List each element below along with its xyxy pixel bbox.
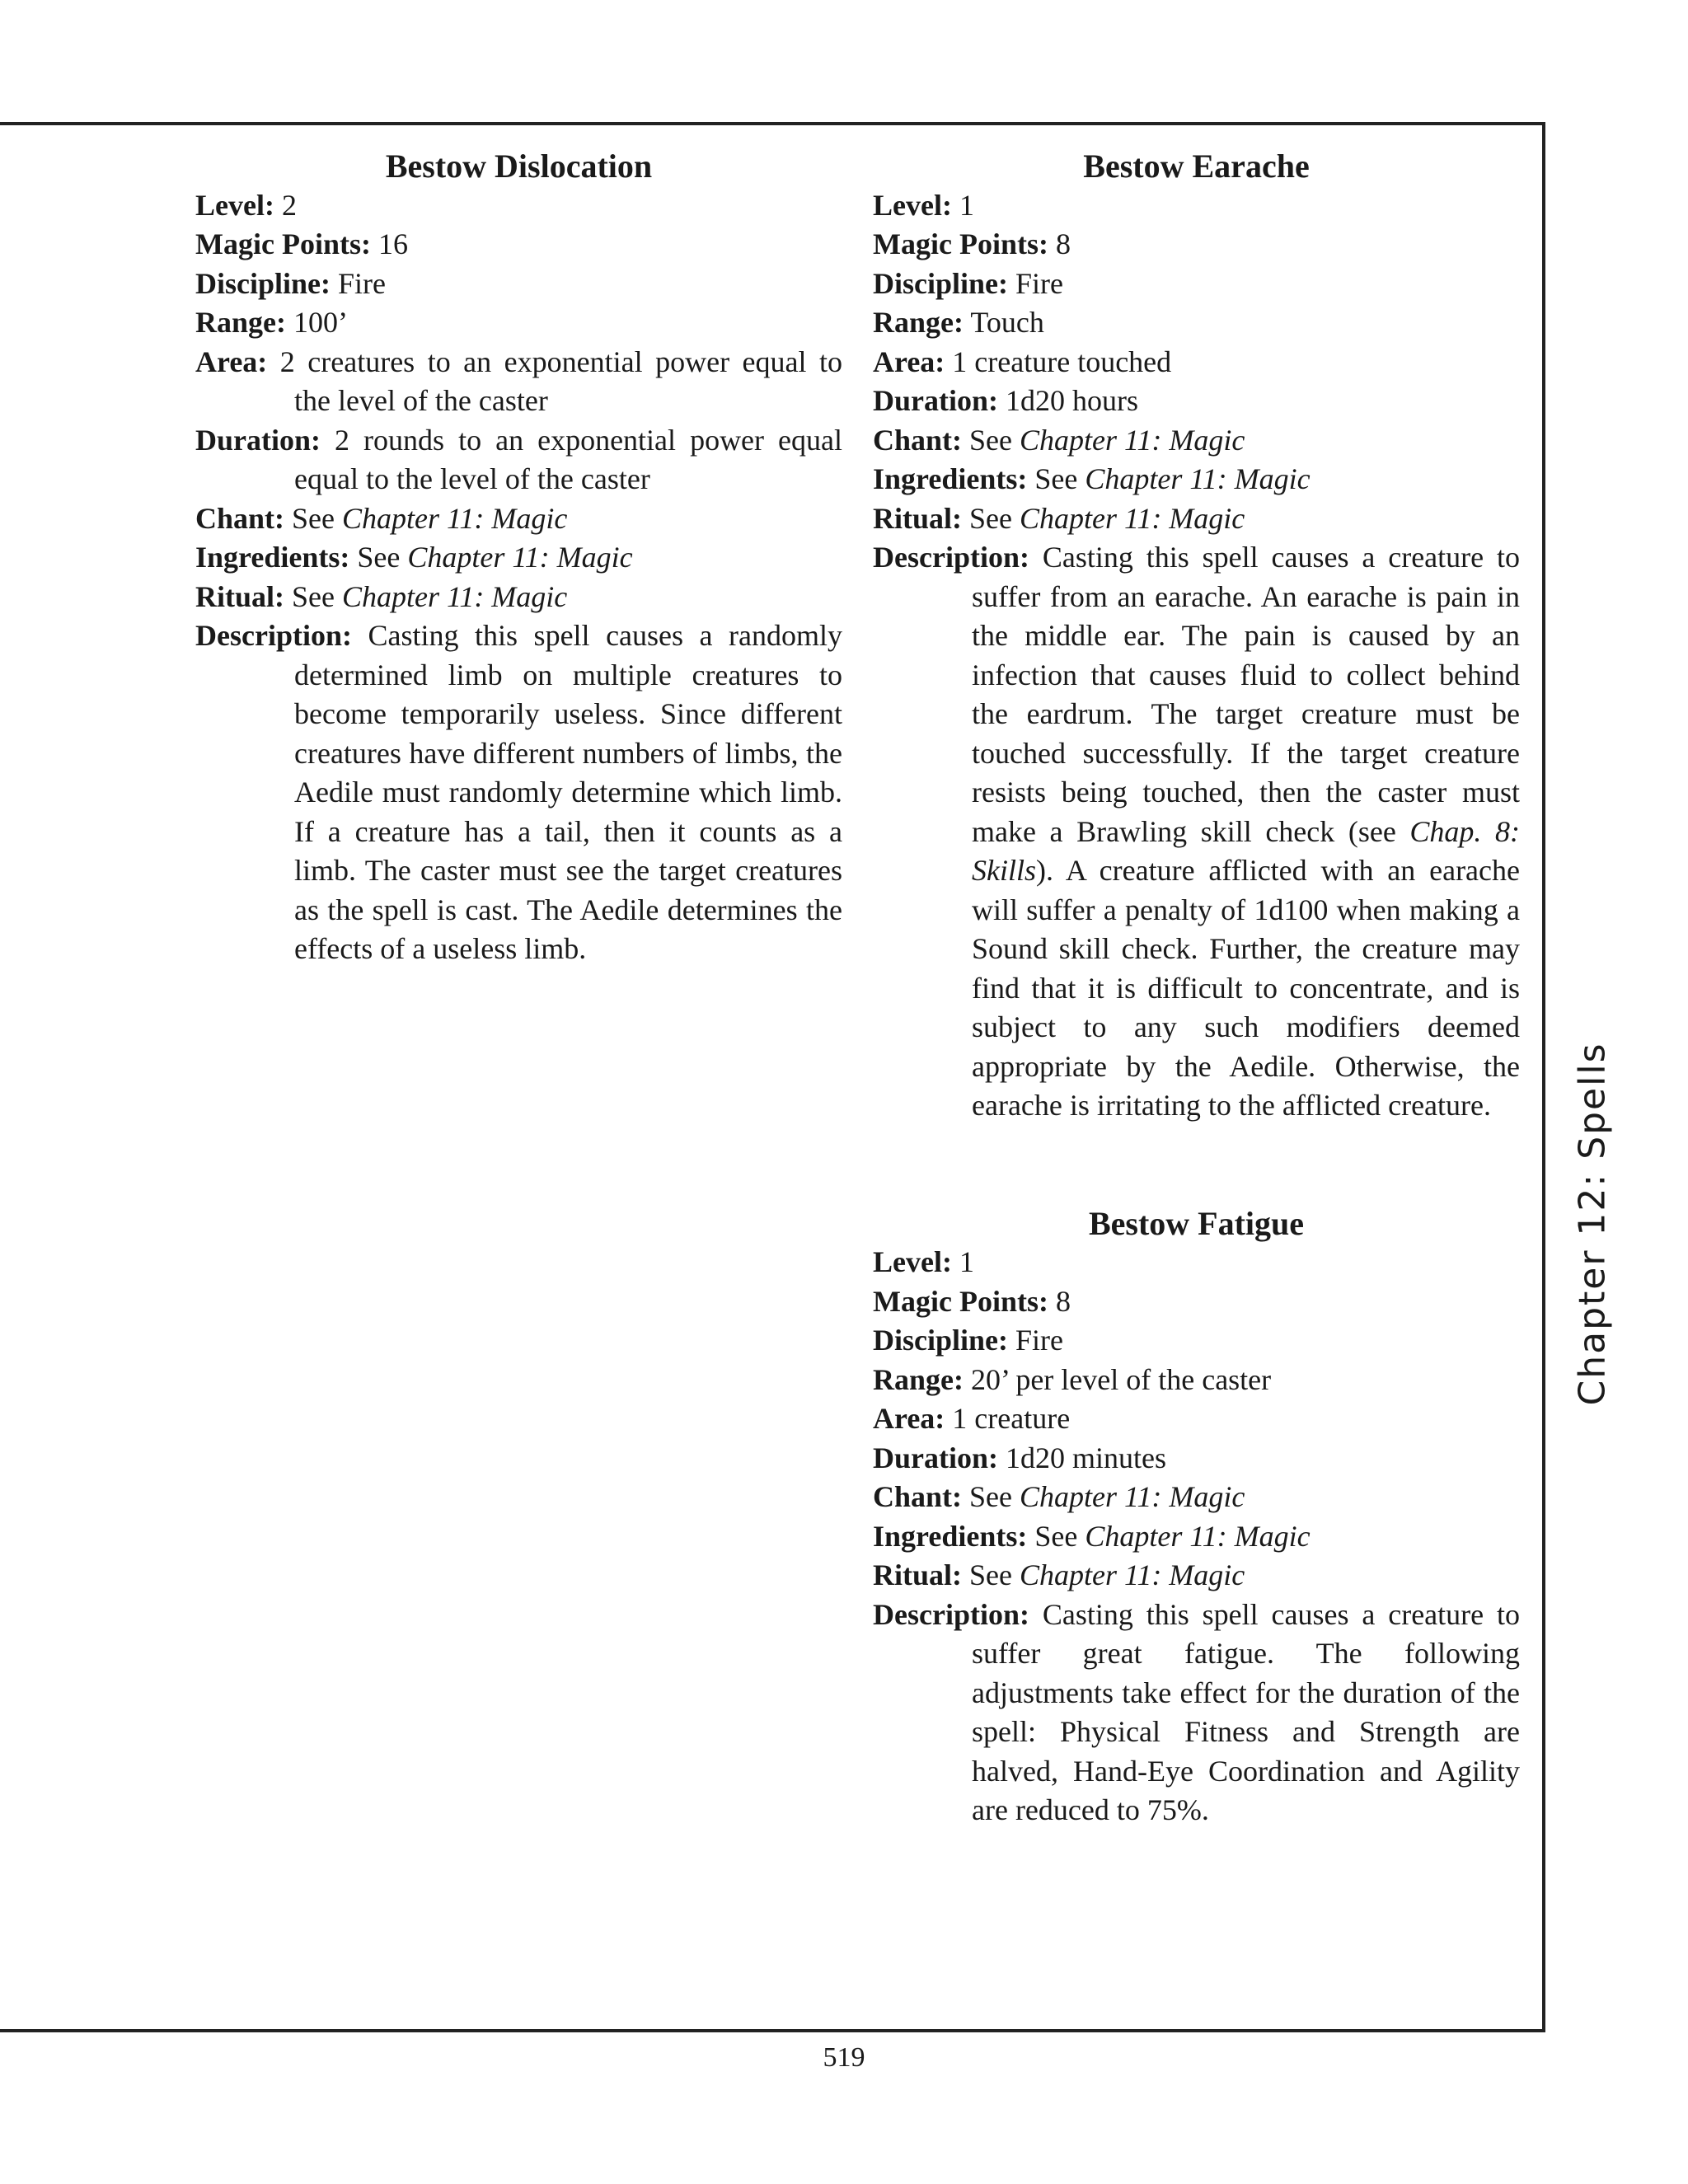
spell-description: Description: Casting this spell causes a creature to suffer great fatigue. The following adjustments take effect for the duration of the spell: Physical Fitness and Strength are halved, Hand-Eye Coordination and Agility are reduced to 75%. bbox=[873, 1597, 1521, 1826]
spell-ingredients: Ingredients: See Chapter 11: Magic bbox=[873, 462, 1311, 495]
spell-level: Level: 2 bbox=[195, 188, 297, 222]
spell-chant: Chant: See Chapter 11: Magic bbox=[873, 423, 1245, 457]
spell-level: Level: 1 bbox=[873, 1245, 974, 1278]
spell-magic-points: Magic Points: 16 bbox=[195, 227, 408, 260]
right-column bbox=[873, 147, 1520, 1830]
spell-chant: Chant: See Chapter 11: Magic bbox=[195, 501, 568, 535]
spell-bestow-earache bbox=[873, 147, 1520, 1126]
spell-level: Level: 1 bbox=[873, 188, 974, 222]
spell-ritual: Ritual: See Chapter 11: Magic bbox=[873, 501, 1245, 535]
spell-ritual: Ritual: See Chapter 11: Magic bbox=[195, 579, 568, 613]
page-number: 519 bbox=[823, 2042, 865, 2073]
spell-discipline: Discipline: Fire bbox=[873, 266, 1064, 300]
spell-discipline: Discipline: Fire bbox=[195, 266, 387, 300]
spell-title: Bestow Fatigue bbox=[1088, 1204, 1305, 1242]
spell-title: Bestow Dislocation bbox=[385, 148, 653, 185]
spell-magic-points: Magic Points: 8 bbox=[873, 1284, 1071, 1318]
page-frame-right-rule bbox=[1542, 122, 1545, 2032]
page-frame-bottom-rule bbox=[0, 2029, 1545, 2032]
spell-magic-points: Magic Points: 8 bbox=[873, 227, 1071, 260]
spell-range: Range: Touch bbox=[873, 306, 1044, 339]
spell-range: Range: 20’ per level of the caster bbox=[873, 1362, 1272, 1396]
spell-bestow-fatigue bbox=[873, 1204, 1520, 1830]
spell-chant: Chant: See Chapter 11: Magic bbox=[873, 1480, 1245, 1513]
spell-range: Range: 100’ bbox=[195, 306, 348, 339]
chapter-side-label-text: Chapter 12: Spells bbox=[1571, 1042, 1614, 1406]
spell-title: Bestow Earache bbox=[1083, 148, 1310, 185]
spell-area: Area: 2 creatures to an exponential power equal to the level of the caster bbox=[195, 344, 843, 417]
spell-separator bbox=[873, 1126, 1520, 1204]
spell-area: Area: 1 creature bbox=[873, 1402, 1071, 1435]
spell-duration: Duration: 1d20 minutes bbox=[873, 1441, 1166, 1474]
spell-description: Description: Casting this spell causes a creature to suffer from an earache. An earache is pain in the middle ear. The pain is caused by an infection that causes fluid to collect behind the eardrum. The target creature must be touched successfully. If the target creature resists being touched, then the caster must make a Brawling skill check (see Chap. 8: Skills). A creature afflicted with an earache will suffer a penalty of 1d100 when making a Sound skill check. Further, the creature may find that it is difficult to concentrate, and is subject to any such modifiers deemed appropriate by the Aedile. Otherwise, the earache is irritating to the afflicted creature. bbox=[873, 541, 1521, 1122]
left-column bbox=[195, 147, 842, 969]
spell-duration: Duration: 2 rounds to an exponential power equal equal to the level of the caster bbox=[195, 423, 843, 495]
spell-bestow-dislocation bbox=[195, 147, 842, 969]
page-frame-top-rule bbox=[0, 122, 1545, 125]
spell-ingredients: Ingredients: See Chapter 11: Magic bbox=[195, 541, 633, 574]
spell-ingredients: Ingredients: See Chapter 11: Magic bbox=[873, 1519, 1311, 1553]
spell-description: Description: Casting this spell causes a randomly determined limb on multiple creatures to become temporarily useless. Since different creatures have different numbers of limbs, the Aedile must randomly determine which limb. If a creature has a tail, then it counts as a limb. The caster must see the target creatures as the spell is cast. The Aedile determines the effects of a useless limb. bbox=[195, 619, 843, 965]
spell-discipline: Discipline: Fire bbox=[873, 1324, 1064, 1357]
spell-area: Area: 1 creature touched bbox=[873, 344, 1172, 378]
spell-duration: Duration: 1d20 hours bbox=[873, 384, 1138, 417]
spell-ritual: Ritual: See Chapter 11: Magic bbox=[873, 1558, 1245, 1591]
